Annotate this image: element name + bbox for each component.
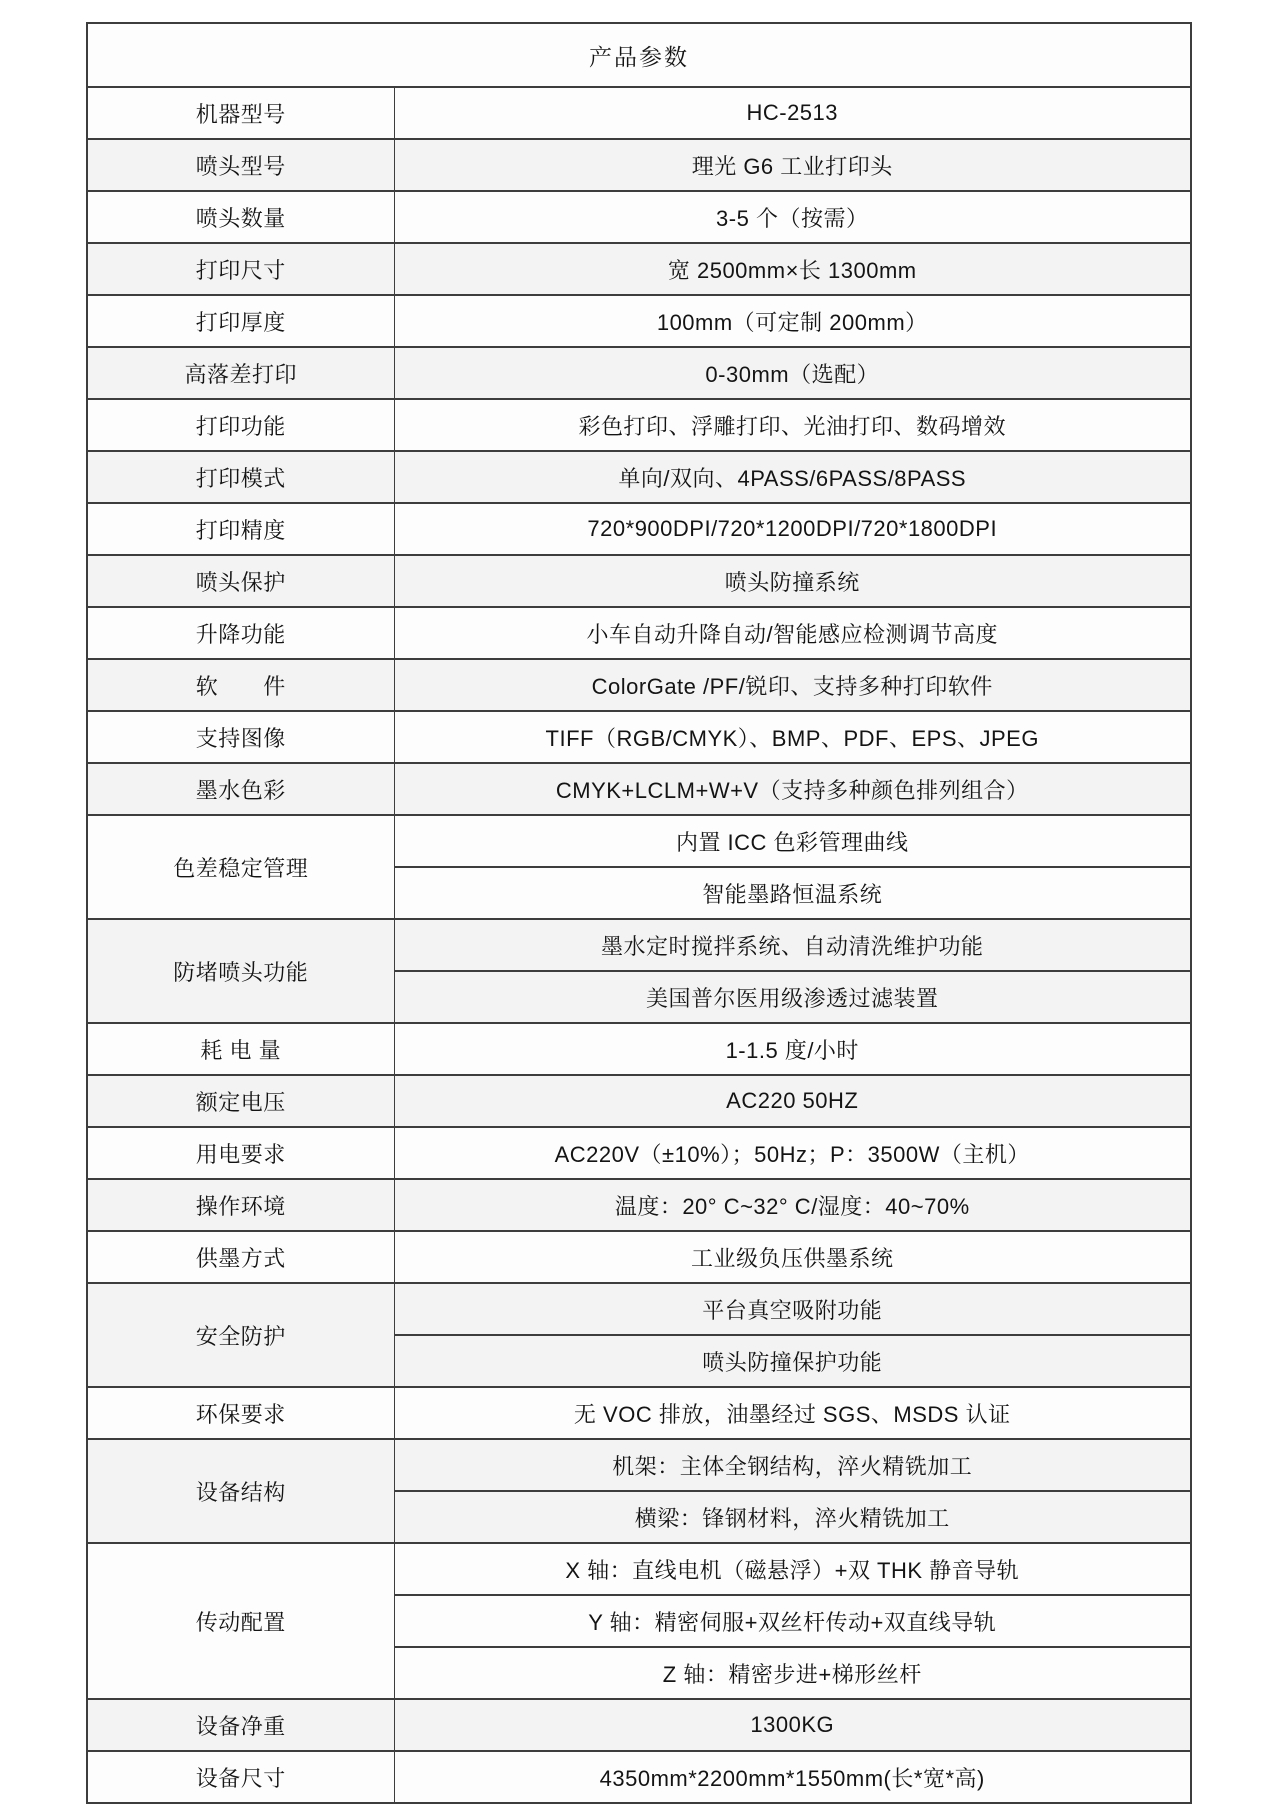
spec-label: 色差稳定管理 — [87, 815, 394, 919]
spec-label: 高落差打印 — [87, 347, 394, 399]
spec-label: 打印模式 — [87, 451, 394, 503]
spec-value: Y 轴：精密伺服+双丝杆传动+双直线导轨 — [394, 1595, 1191, 1647]
table-row — [87, 1751, 1191, 1803]
spec-label: 打印功能 — [87, 399, 394, 451]
table-row — [87, 1023, 1191, 1075]
spec-label: 安全防护 — [87, 1283, 394, 1387]
table-row-group — [87, 1283, 1191, 1335]
spec-label: 传动配置 — [87, 1543, 394, 1699]
spec-label: 用电要求 — [87, 1127, 394, 1179]
spec-label: 墨水色彩 — [87, 763, 394, 815]
spec-value: X 轴：直线电机（磁悬浮）+双 THK 静音导轨 — [394, 1543, 1191, 1595]
spec-value: 理光 G6 工业打印头 — [394, 139, 1191, 191]
table-row — [87, 1127, 1191, 1179]
spec-label: 喷头型号 — [87, 139, 394, 191]
spec-value: CMYK+LCLM+W+V（支持多种颜色排列组合） — [394, 763, 1191, 815]
table-row — [87, 1179, 1191, 1231]
spec-value: 彩色打印、浮雕打印、光油打印、数码增效 — [394, 399, 1191, 451]
spec-value: AC220V（±10%）；50Hz；P：3500W（主机） — [394, 1127, 1191, 1179]
spec-label: 耗 电 量 — [87, 1023, 394, 1075]
spec-value: 美国普尔医用级渗透过滤装置 — [394, 971, 1191, 1023]
spec-value: 单向/双向、4PASS/6PASS/8PASS — [394, 451, 1191, 503]
spec-label: 机器型号 — [87, 87, 394, 139]
spec-value: 墨水定时搅拌系统、自动清洗维护功能 — [394, 919, 1191, 971]
table-row — [87, 1075, 1191, 1127]
spec-label: 防堵喷头功能 — [87, 919, 394, 1023]
spec-label: 打印尺寸 — [87, 243, 394, 295]
table-row — [87, 1231, 1191, 1283]
table-row — [87, 1699, 1191, 1751]
spec-label: 打印精度 — [87, 503, 394, 555]
table-row — [87, 139, 1191, 191]
spec-value: AC220 50HZ — [394, 1075, 1191, 1127]
spec-label: 设备尺寸 — [87, 1751, 394, 1803]
spec-label: 喷头保护 — [87, 555, 394, 607]
spec-value: 720*900DPI/720*1200DPI/720*1800DPI — [394, 503, 1191, 555]
table-row-group — [87, 1439, 1191, 1491]
spec-label: 软 件 — [87, 659, 394, 711]
spec-label: 设备净重 — [87, 1699, 394, 1751]
table-row — [87, 191, 1191, 243]
table-title-row — [87, 23, 1191, 87]
spec-value: 喷头防撞系统 — [394, 555, 1191, 607]
spec-label: 喷头数量 — [87, 191, 394, 243]
spec-value: Z 轴：精密步进+梯形丝杆 — [394, 1647, 1191, 1699]
spec-value: 1300KG — [394, 1699, 1191, 1751]
table-row-group — [87, 919, 1191, 971]
spec-value: 横梁：锋钢材料，淬火精铣加工 — [394, 1491, 1191, 1543]
spec-value: 4350mm*2200mm*1550mm(长*宽*高) — [394, 1751, 1191, 1803]
spec-value: 0-30mm（选配） — [394, 347, 1191, 399]
spec-value: HC-2513 — [394, 87, 1191, 139]
spec-value: 机架：主体全钢结构，淬火精铣加工 — [394, 1439, 1191, 1491]
spec-label: 支持图像 — [87, 711, 394, 763]
spec-value: TIFF（RGB/CMYK）、BMP、PDF、EPS、JPEG — [394, 711, 1191, 763]
table-row — [87, 607, 1191, 659]
spec-label: 供墨方式 — [87, 1231, 394, 1283]
table-row — [87, 711, 1191, 763]
spec-label: 环保要求 — [87, 1387, 394, 1439]
spec-value: 内置 ICC 色彩管理曲线 — [394, 815, 1191, 867]
spec-label: 操作环境 — [87, 1179, 394, 1231]
table-title: 产品参数 — [87, 23, 1191, 87]
table-row — [87, 87, 1191, 139]
table-row — [87, 451, 1191, 503]
spec-value: 温度：20° C~32° C/湿度：40~70% — [394, 1179, 1191, 1231]
spec-value: 3-5 个（按需） — [394, 191, 1191, 243]
table-row — [87, 399, 1191, 451]
spec-value: 工业级负压供墨系统 — [394, 1231, 1191, 1283]
table-row — [87, 659, 1191, 711]
spec-value: 平台真空吸附功能 — [394, 1283, 1191, 1335]
spec-value: ColorGate /PF/锐印、支持多种打印软件 — [394, 659, 1191, 711]
product-spec-table — [86, 22, 1192, 1804]
table-row — [87, 555, 1191, 607]
spec-label: 打印厚度 — [87, 295, 394, 347]
table-row-group — [87, 815, 1191, 867]
table-row-group — [87, 1543, 1191, 1595]
spec-label: 升降功能 — [87, 607, 394, 659]
spec-value: 100mm（可定制 200mm） — [394, 295, 1191, 347]
spec-label: 额定电压 — [87, 1075, 394, 1127]
spec-value: 1-1.5 度/小时 — [394, 1023, 1191, 1075]
spec-label: 设备结构 — [87, 1439, 394, 1543]
table-row — [87, 295, 1191, 347]
table-row — [87, 1387, 1191, 1439]
table-row — [87, 243, 1191, 295]
table-row — [87, 503, 1191, 555]
spec-value: 喷头防撞保护功能 — [394, 1335, 1191, 1387]
table-row — [87, 347, 1191, 399]
table-row — [87, 763, 1191, 815]
spec-value: 宽 2500mm×长 1300mm — [394, 243, 1191, 295]
spec-value: 小车自动升降自动/智能感应检测调节高度 — [394, 607, 1191, 659]
spec-value: 智能墨路恒温系统 — [394, 867, 1191, 919]
spec-value: 无 VOC 排放，油墨经过 SGS、MSDS 认证 — [394, 1387, 1191, 1439]
